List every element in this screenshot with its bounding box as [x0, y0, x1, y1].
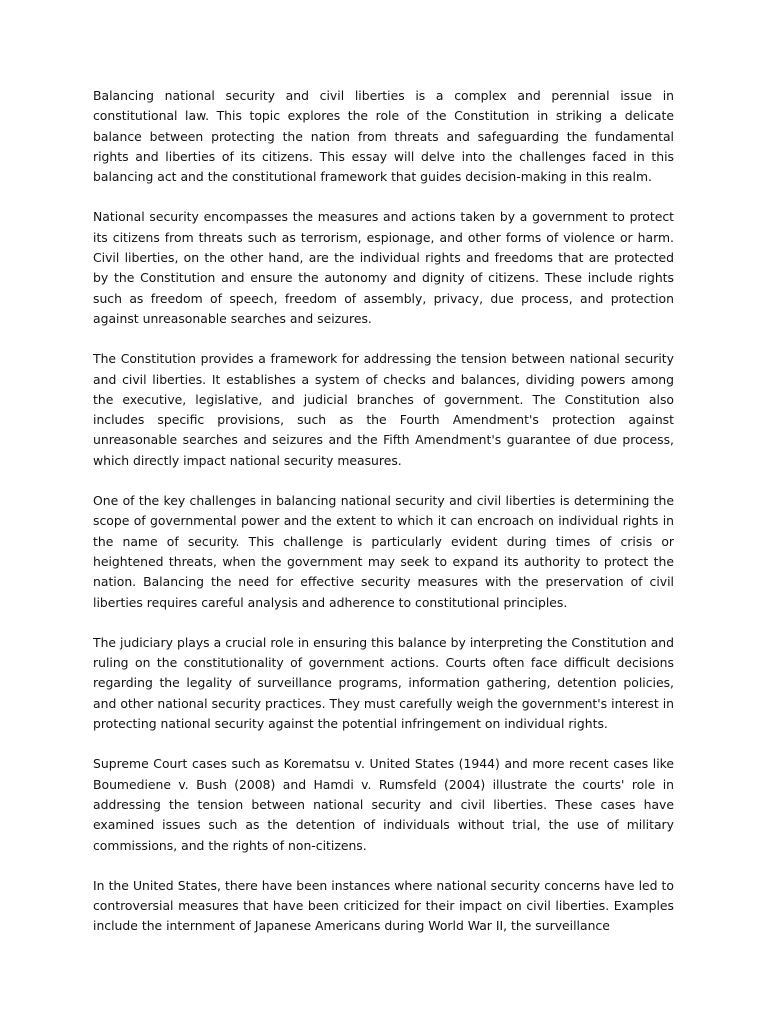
- paragraph-3: The Constitution provides a framework for addressing the tension between national security and civil liberties. It establishes a system of checks and balances, dividing powers among the executive, legislative, and judicial branches of government. The Constitution also includes specific provisions, such as the Fourth Amendment's protection against unreasonable searches and seizures and the Fifth Amendment's guarantee of due process, which directly impact national security measures.: [93, 351, 674, 468]
- paragraph-6: Supreme Court cases such as Korematsu v. United States (1944) and more recent cases like Boumediene v. Bush (2008) and Hamdi v. Rumsfeld (2004) illustrate the courts' role in addressing the tension between national security and civil liberties. These cases have examined issues such as the detention of individuals without trial, the use of military commissions, and the rights of non-citizens.: [93, 756, 674, 853]
- document-body: [93, 86, 674, 957]
- paragraph-4: One of the key challenges in balancing national security and civil liberties is determining the scope of governmental power and the extent to which it can encroach on individual rights in the name of security. This challenge is particularly evident during times of crisis or heightened threats, when the government may seek to expand its authority to protect the nation. Balancing the need for effective security measures with the preservation of civil liberties requires careful analysis and adherence to constitutional principles.: [93, 493, 674, 610]
- paragraph-2: National security encompasses the measures and actions taken by a government to protect its citizens from threats such as terrorism, espionage, and other forms of violence or harm. Civil liberties, on the other hand, are the individual rights and freedoms that are protected by the Constitution and ensure the autonomy and dignity of citizens. These include rights such as freedom of speech, freedom of assembly, privacy, due process, and protection against unreasonable searches and seizures.: [93, 209, 674, 326]
- paragraph-1: Balancing national security and civil liberties is a complex and perennial issue in constitutional law. This topic explores the role of the Constitution in striking a delicate balance between protecting the nation from threats and safeguarding the fundamental rights and liberties of its citizens. This essay will delve into the challenges faced in this balancing act and the constitutional framework that guides decision-making in this realm.: [93, 88, 674, 185]
- paragraph-7: In the United States, there have been instances where national security concerns have led to controversial measures that have been criticized for their impact on civil liberties. Examples include the internment of Japanese Americans during World War II, the surveillance: [93, 877, 674, 934]
- paragraph-5: The judiciary plays a crucial role in ensuring this balance by interpreting the Constitution and ruling on the constitutionality of government actions. Courts often face difficult decisions regarding the legality of surveillance programs, information gathering, detention policies, and other national security practices. They must carefully weigh the government's interest in protecting national security against the potential infringement on individual rights.: [93, 634, 674, 732]
